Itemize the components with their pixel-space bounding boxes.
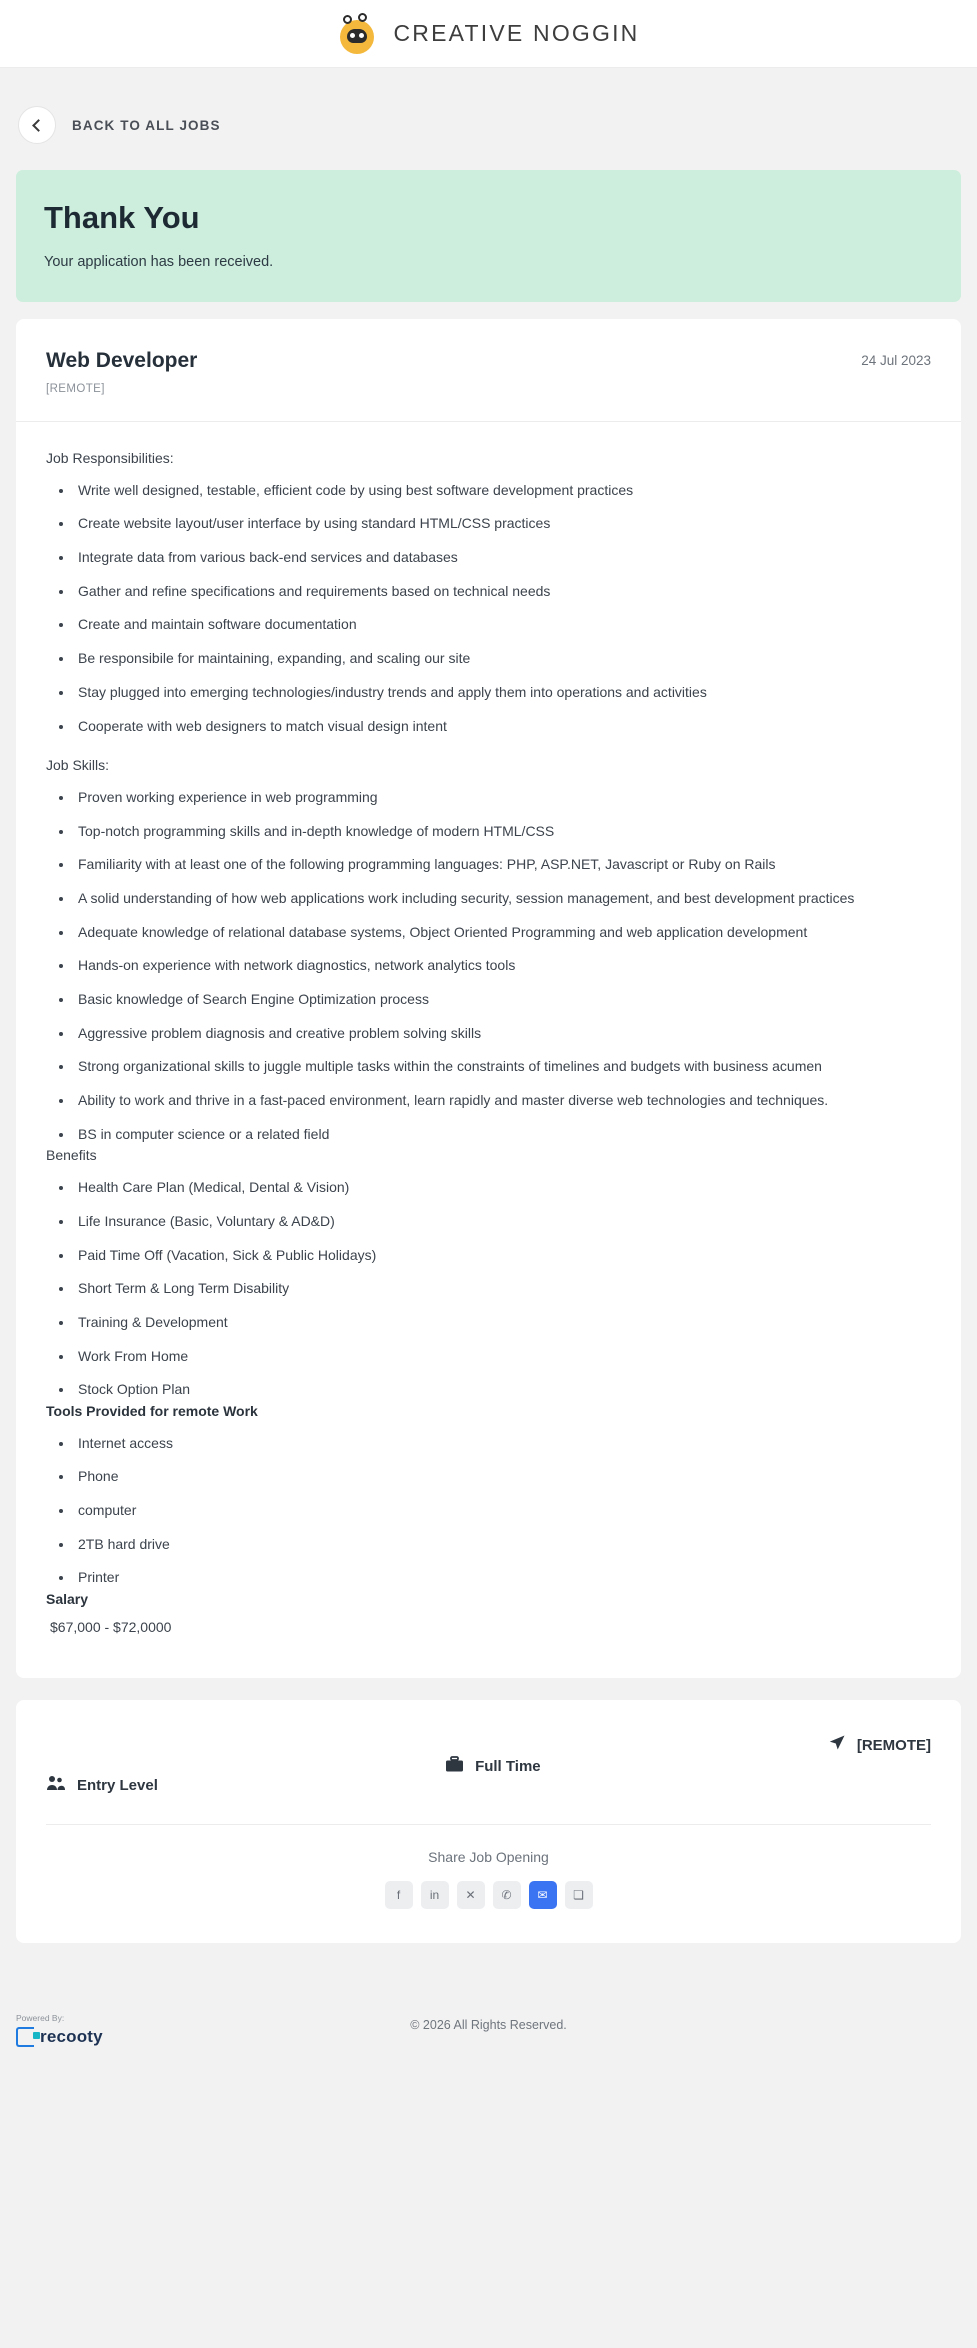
section-heading-skills: Job Skills: [46, 757, 110, 774]
benefits-list [46, 1177, 931, 1401]
list-item: • Stock Option Plan [74, 1379, 931, 1401]
back-to-all-jobs-label[interactable]: BACK TO ALL JOBS [72, 117, 221, 133]
list-item: • computer [74, 1500, 931, 1522]
list-item: • Basic knowledge of Search Engine Optimization process [74, 989, 931, 1011]
section-heading-tools: Tools Provided for remote Work [46, 1402, 258, 1419]
list-item: • Proven working experience in web programming [74, 787, 931, 809]
list-item: • Hands-on experience with network diagnostics, network analytics tools [74, 955, 931, 977]
list-item: • Work From Home [74, 1346, 931, 1368]
tools-list [46, 1433, 931, 1589]
job-title: Web Developer [46, 349, 198, 372]
list-item: • Write well designed, testable, efficient code by using best software development practices [74, 480, 931, 502]
location-arrow-icon [828, 1734, 846, 1756]
job-meta-card [16, 1700, 961, 1943]
share-buttons [46, 1881, 931, 1915]
job-description [16, 422, 961, 1678]
back-bar [0, 68, 977, 170]
list-item: • Create and maintain software documentation [74, 614, 931, 636]
list-item: • Printer [74, 1567, 931, 1589]
list-item: • Stay plugged into emerging technologies/industry trends and apply them into operations and activities [74, 682, 931, 704]
list-item: • Be responsibile for maintaining, expanding, and scaling our site [74, 648, 931, 670]
thank-you-message: Your application has been received. [44, 254, 274, 270]
section-heading-benefits: Benefits [46, 1147, 97, 1164]
job-details-card [16, 319, 961, 1678]
share-messenger-icon[interactable]: ✉ [529, 1881, 557, 1909]
experience-icon [46, 1774, 66, 1796]
list-item: • Short Term & Long Term Disability [74, 1278, 931, 1300]
list-item: • Paid Time Off (Vacation, Sick & Public Holidays) [74, 1245, 931, 1267]
list-item: • BS in computer science or a related field [74, 1124, 931, 1146]
list-item: • Phone [74, 1466, 931, 1488]
list-item: • 2TB hard drive [74, 1534, 931, 1556]
job-header [16, 319, 961, 422]
responsibilities-list [46, 480, 931, 738]
powered-by-label: Powered By: [16, 2013, 65, 2024]
back-to-all-jobs-button[interactable] [18, 106, 56, 144]
share-x-twitter-icon[interactable]: ✕ [457, 1881, 485, 1909]
list-item: • Gather and refine specifications and requirements based on technical needs [74, 581, 931, 603]
list-item: • Top-notch programming skills and in-depth knowledge of modern HTML/CSS [74, 821, 931, 843]
list-item: • A solid understanding of how web applications work including security, session management, and best development practices [74, 888, 931, 910]
list-item: • Health Care Plan (Medical, Dental & Vision) [74, 1177, 931, 1199]
share-facebook-icon[interactable]: f [385, 1881, 413, 1909]
thank-you-banner [16, 170, 961, 302]
list-item: • Create website layout/user interface by using standard HTML/CSS practices [74, 513, 931, 535]
brand[interactable] [338, 13, 640, 55]
workplace-type-label: [REMOTE] [856, 1736, 931, 1754]
recooty-name: recooty [40, 2027, 103, 2047]
copyright-text: © 2026 All Rights Reserved. [410, 2018, 567, 2033]
share-copy-link-icon[interactable]: ❏ [565, 1881, 593, 1909]
experience-level [46, 1774, 158, 1798]
employment-type-label: Full Time [475, 1757, 541, 1775]
section-heading-salary: Salary [46, 1591, 89, 1608]
powered-by[interactable] [16, 2013, 103, 2047]
list-item: • Ability to work and thrive in a fast-paced environment, learn rapidly and master diverse web technologies and techniques. [74, 1090, 931, 1112]
list-item: • Familiarity with at least one of the following programming languages: PHP, ASP.NET, Javascript or Ruby on Rails [74, 854, 931, 876]
share-linkedin-icon[interactable]: in [421, 1881, 449, 1909]
recooty-logo-icon [16, 2027, 34, 2047]
share-job-label: Share Job Opening [428, 1849, 549, 1866]
list-item: • Training & Development [74, 1312, 931, 1334]
chevron-left-icon [32, 119, 45, 132]
salary-range: $67,000 - $72,0000 [50, 1618, 172, 1635]
brand-name: CREATIVE NOGGIN [393, 20, 640, 46]
experience-label: Entry Level [77, 1776, 158, 1794]
site-header [0, 0, 977, 68]
list-item: • Cooperate with web designers to match visual design intent [74, 716, 931, 738]
thank-you-title: Thank You [44, 200, 200, 235]
list-item: • Aggressive problem diagnosis and creative problem solving skills [74, 1023, 931, 1045]
employment-type [445, 1756, 541, 1777]
list-item: • Integrate data from various back-end services and databases [74, 547, 931, 569]
noggin-gear-logo-icon [338, 13, 380, 55]
section-heading-responsibilities: Job Responsibilities: [46, 450, 174, 466]
list-item: • Life Insurance (Basic, Voluntary & AD&D) [74, 1211, 931, 1233]
skills-list [46, 787, 931, 1146]
list-item: • Internet access [74, 1433, 931, 1455]
list-item: • Strong organizational skills to juggle multiple tasks within the constraints of timelines and budgets with business acumen [74, 1056, 931, 1078]
recooty-brand[interactable] [16, 2027, 103, 2047]
job-meta-row [46, 1734, 931, 1798]
share-whatsapp-icon[interactable]: ✆ [493, 1881, 521, 1909]
job-location: [REMOTE] [46, 383, 105, 395]
page-footer [0, 1989, 977, 2069]
job-posted-date: 24 Jul 2023 [861, 353, 931, 368]
workplace-type [828, 1734, 931, 1756]
briefcase-icon [445, 1756, 464, 1777]
list-item: • Adequate knowledge of relational database systems, Object Oriented Programming and web application development [74, 922, 931, 944]
